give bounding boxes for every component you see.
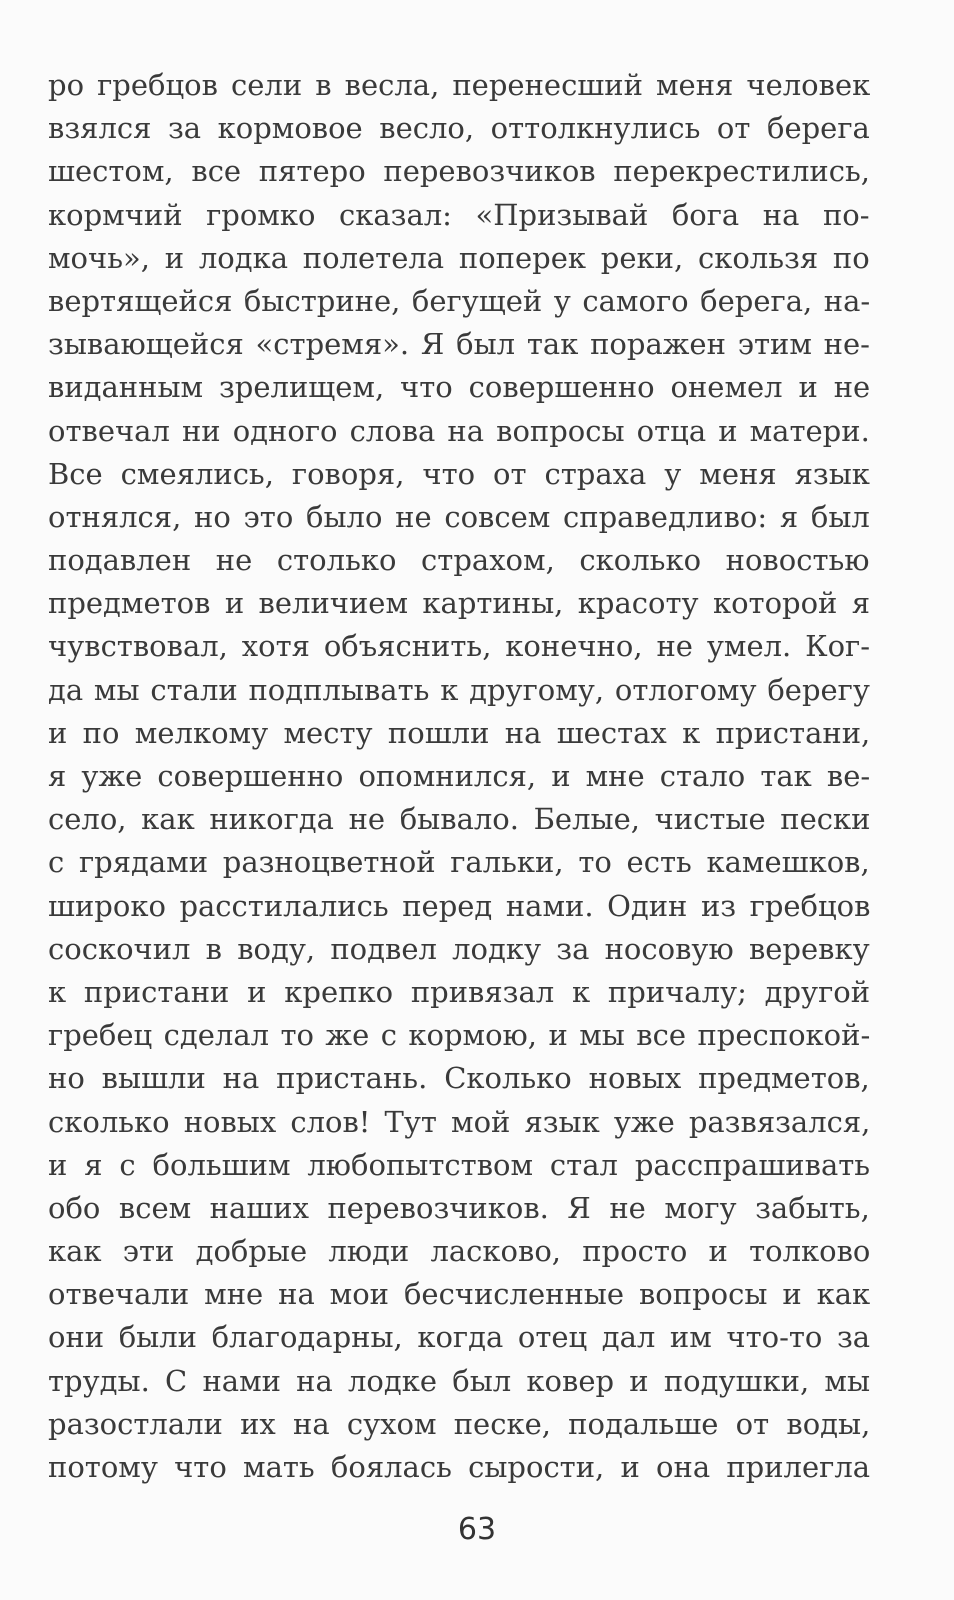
text-line-28: как эти добрые люди ласково, просто и толково bbox=[48, 1234, 871, 1269]
text-line-33: потому что мать боялась сырости, и она прилегла bbox=[48, 1450, 871, 1484]
text-line-12: подавлен не столько страхом, сколько новостью bbox=[48, 543, 870, 578]
text-line-25: сколько новых слов! Тут мой язык уже развязался, bbox=[48, 1104, 871, 1139]
text-line-17: я уже совершенно опомнился, и мне стало так ве- bbox=[48, 759, 871, 793]
text-line-19: с грядами разноцветной гальки, то есть камешков, bbox=[48, 845, 870, 880]
text-line-8: виданным зрелищем, что совершенно онемел и не bbox=[48, 370, 871, 405]
text-line-11: отнялся, но это было не совсем справедливо: я был bbox=[48, 499, 870, 534]
text-line-21: соскочил в воду, подвел лодку за носовую веревку bbox=[48, 931, 870, 966]
text-line-26: и я с большим любопытством стал расспрашивать bbox=[48, 1147, 871, 1182]
page-number: 63 bbox=[457, 1512, 497, 1547]
text-line-32: разостлали их на сухом песке, подальше от воды, bbox=[48, 1406, 871, 1441]
text-line-2: взялся за кормовое весло, оттолкнулись от берега bbox=[48, 111, 870, 146]
text-line-23: гребец сделал то же с кормою, и мы все преспокой- bbox=[48, 1018, 871, 1053]
text-line-27: обо всем наших перевозчиков. Я не могу забыть, bbox=[48, 1190, 870, 1225]
text-line-30: они были благодарны, когда отец дал им что-то за bbox=[48, 1320, 871, 1355]
text-line-20: широко расстилались перед нами. Один из гребцов bbox=[48, 888, 871, 923]
text-line-3: шестом, все пятеро перевозчиков перекрестились, bbox=[48, 154, 871, 189]
text-line-10: Все смеялись, говоря, что от страха у меня язык bbox=[48, 456, 870, 491]
text-line-4: кормчий громко сказал: «Призывай бога на по- bbox=[48, 197, 870, 232]
text-line-24: но вышли на пристань. Сколько новых предметов, bbox=[48, 1061, 870, 1096]
text-line-29: отвечали мне на мои бесчисленные вопросы и как bbox=[48, 1277, 871, 1312]
body-text bbox=[48, 64, 870, 1489]
text-line-1: ро гребцов сели в весла, перенесший меня человек bbox=[48, 68, 871, 102]
text-line-6: вертящейся быстрине, бегущей у самого берега, на- bbox=[48, 283, 871, 318]
text-line-9: отвечал ни одного слова на вопросы отца и матери. bbox=[48, 413, 870, 448]
text-line-5: мочь», и лодка полетела поперек реки, скользя по bbox=[48, 240, 870, 275]
text-line-18: село, как никогда не бывало. Белые, чистые пески bbox=[48, 802, 871, 837]
text-line-7: зывающейся «стремя». Я был так поражен этим не- bbox=[48, 327, 870, 362]
text-line-15: да мы стали подплывать к другому, отлогому берегу bbox=[48, 672, 870, 707]
text-line-16: и по мелкому месту пошли на шестах к пристани, bbox=[48, 715, 871, 750]
text-line-31: труды. С нами на лодке был ковер и подушки, мы bbox=[48, 1363, 871, 1398]
text-line-22: к пристани и крепко привязал к причалу; другой bbox=[48, 974, 871, 1009]
text-line-14: чувствовал, хотя объяснить, конечно, не умел. Ког- bbox=[48, 629, 871, 664]
text-line-13: предметов и величием картины, красоту которой я bbox=[48, 586, 871, 621]
